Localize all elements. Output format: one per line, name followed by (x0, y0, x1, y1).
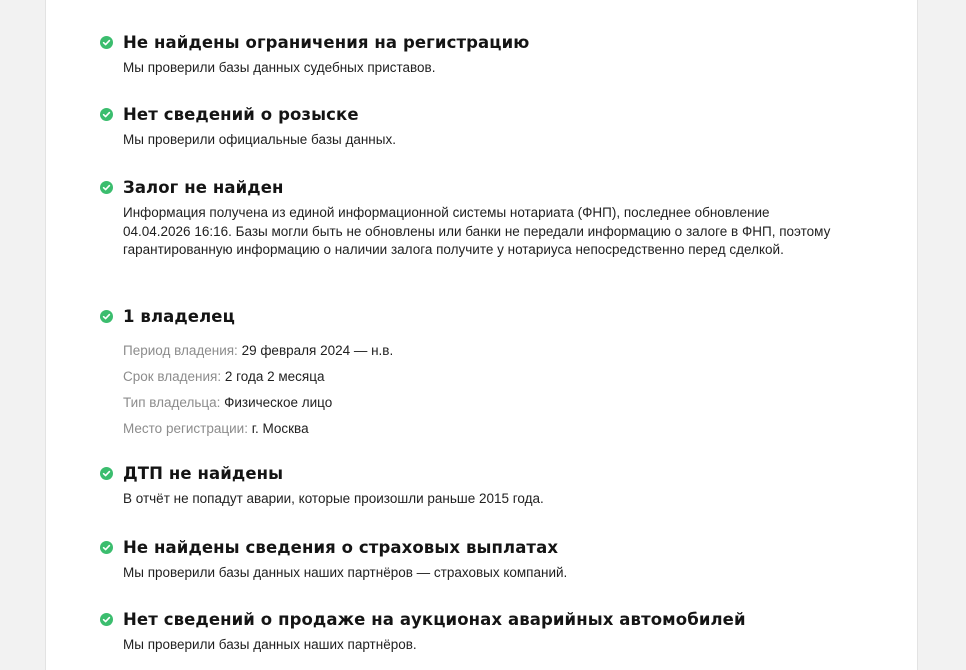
check-title: ДТП не найдены (123, 463, 284, 483)
check-title: Нет сведений о продаже на аукционах аварийных автомобилей (123, 609, 746, 629)
check-circle-icon (100, 310, 113, 323)
check-description: Мы проверили базы данных наших партнёров — страховых компаний. (123, 565, 568, 580)
property-label: Тип владельца: (123, 395, 221, 410)
check-item-header (100, 535, 860, 559)
check-item-registration-restrictions (100, 30, 860, 78)
check-circle-icon (100, 613, 113, 626)
check-item-header (100, 607, 860, 631)
check-item-owners (100, 304, 860, 442)
check-item-wanted (100, 102, 860, 150)
property-label: Период владения: (123, 343, 238, 358)
check-title: Не найдены ограничения на регистрацию (123, 32, 530, 52)
check-item-header (100, 461, 860, 485)
property-value: 2 года 2 месяца (224, 369, 325, 384)
check-description: Мы проверили официальные базы данных. (123, 132, 396, 147)
check-description: Информация получена из единой информационной системы нотариата (ФНП), последнее обновление 04.04.2026 16:16. Базы могли быть не обновлены или банки не передали информацию о залоге в ФНП, поэтому гарантированную информацию о наличии залога получите у нотариуса непосредственно перед сделкой. (123, 205, 831, 257)
owner-properties (123, 338, 860, 442)
check-item-header (100, 304, 860, 328)
check-circle-icon (100, 467, 113, 480)
check-item-salvage-auctions (100, 607, 860, 655)
check-title: Залог не найден (123, 177, 284, 197)
check-circle-icon (100, 541, 113, 554)
owner-property-period (123, 338, 860, 364)
property-value: 29 февраля 2024 — н.в. (241, 343, 394, 358)
property-label: Срок владения: (123, 369, 222, 384)
check-circle-icon (100, 36, 113, 49)
check-item-header (100, 30, 860, 54)
check-circle-icon (100, 108, 113, 121)
property-value: г. Москва (251, 421, 309, 436)
owner-property-type (123, 390, 860, 416)
check-item-header (100, 102, 860, 126)
check-item-pledge (100, 175, 860, 260)
check-description: Мы проверили базы данных наших партнёров. (123, 637, 417, 652)
check-circle-icon (100, 181, 113, 194)
report-card (45, 0, 918, 670)
property-label: Место регистрации: (123, 421, 248, 436)
check-item-accidents (100, 461, 860, 509)
check-title: 1 владелец (123, 306, 235, 326)
check-item-insurance-payments (100, 535, 860, 583)
owner-property-registration-place (123, 416, 860, 442)
property-value: Физическое лицо (224, 395, 333, 410)
check-description: Мы проверили базы данных судебных приставов. (123, 60, 436, 75)
check-title: Нет сведений о розыске (123, 104, 359, 124)
check-title: Не найдены сведения о страховых выплатах (123, 537, 559, 557)
check-description: В отчёт не попадут аварии, которые произошли раньше 2015 года. (123, 491, 544, 506)
owner-property-duration (123, 364, 860, 390)
check-item-header (100, 175, 860, 199)
